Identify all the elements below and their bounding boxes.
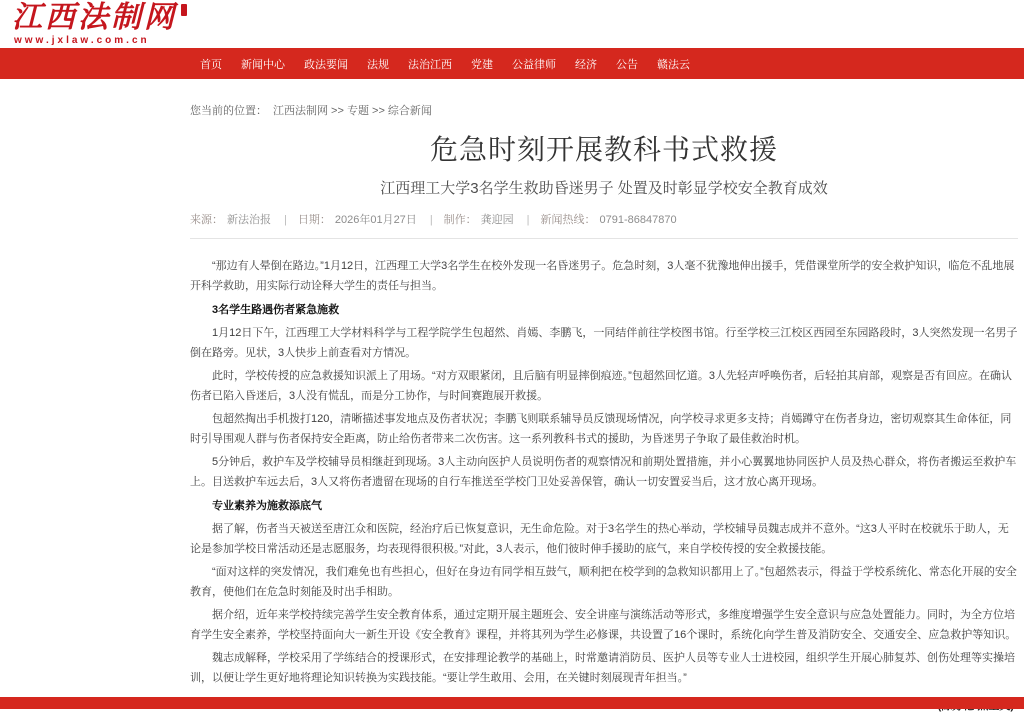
article-subheading: 专业素养为施救添底气 [212, 500, 322, 512]
content-column [190, 102, 1018, 716]
breadcrumb-prefix: 您当前的位置： [190, 105, 267, 117]
nav-item-party-building[interactable]: 党建 [471, 58, 493, 71]
nav-item-economy[interactable]: 经济 [575, 58, 597, 71]
nav-item-announcements[interactable]: 公告 [616, 58, 638, 71]
site-logo-url: www.jxlaw.com.cn [14, 35, 150, 46]
nav-item-news-center[interactable]: 新闻中心 [241, 58, 285, 71]
nav-item-regulations[interactable]: 法规 [367, 58, 389, 71]
meta-date-label: 日期： [297, 214, 331, 226]
nav-item-rule-of-law-jiangxi[interactable]: 法治江西 [408, 58, 452, 71]
article-meta [190, 211, 1018, 227]
article-paragraph: 此时，学校传授的应急救援知识派上了用场。“对方双眼紧闭，且后脑有明显摔倒痕迹。”包超然回忆道。3人先轻声呼唤伤者，后轻拍其肩部，观察是否有回应。在确认伤者已陷入昏迷后，3人没有慌乱，而是分工协作，与时间赛跑展开救援。 [190, 370, 1012, 402]
article-paragraph: 魏志成解释，学校采用了学练结合的授课形式，在安排理论教学的基础上，时常邀请消防员、医护人员等专业人士进校园，组织学生开展心肺复苏、创伤处理等实操培训，以便让学生更好地将理论知识转换为实践技能。“要让学生敢用、会用，在关键时刻展现青年担当。” [190, 652, 1015, 684]
nav-item-public-lawyers[interactable]: 公益律师 [512, 58, 556, 71]
article-title: 危急时刻开展教科书式救援 [429, 134, 778, 165]
meta-source-label: 来源： [190, 214, 223, 226]
meta-producer-value: 龚迎园 [480, 214, 514, 226]
meta-divider [190, 238, 1018, 239]
meta-separator: | [284, 214, 287, 226]
meta-hotline-value: 0791-86847870 [599, 214, 677, 226]
site-logo-text [12, 2, 187, 34]
meta-separator: | [526, 214, 530, 226]
site-logo[interactable] [12, 2, 187, 46]
article-subtitle: 江西理工大学3名学生救助昏迷男子 处置及时彰显学校安全教育成效 [380, 180, 828, 197]
breadcrumb [190, 102, 1018, 118]
article-paragraph: 据介绍，近年来学校持续完善学生安全教育体系，通过定期开展主题班会、安全讲座与演练活动等形式，多维度增强学生安全意识与应急处置能力。同时，为全方位培育学生安全素养，学校坚持面向大一新生开设《安全教育》课程，并将其列为学生必修课，共设置了16个课时，系统化向学生普及消防安全、交通安全、应急救护等知识。 [190, 609, 1017, 641]
article-paragraph: “那边有人晕倒在路边。”1月12日，江西理工大学3名学生在校外发现一名昏迷男子。危急时刻，3人毫不犹豫地伸出援手，凭借课堂所学的安全救护知识，临危不乱地展开科学救助，用实际行动诠释大学生的责任与担当。 [190, 260, 1015, 292]
article-paragraph: “面对这样的突发情况，我们难免也有些担心，但好在身边有同学相互鼓气，顺利把在校学到的急救知识都用上了。”包超然表示，得益于学校系统化、常态化开展的安全教育，使他们在危急时刻能及时出手相助。 [190, 566, 1017, 598]
nav-item-ganfayun[interactable]: 赣法云 [657, 58, 690, 71]
breadcrumb-path[interactable]: 江西法制网 >> 专题 >> 综合新闻 [273, 105, 432, 117]
article-paragraph: 据了解，伤者当天被送至唐江众和医院，经治疗后已恢复意识，无生命危险。对于3名学生的热心举动，学校辅导员魏志成并不意外。“这3人平时在校就乐于助人，无论是参加学校日常活动还是志愿服务，均表现得很积极。”对此，3人表示，他们彼时伸手援助的底气，来自学校传授的安全救援技能。 [190, 523, 1009, 555]
meta-hotline-label: 新闻热线： [540, 214, 596, 226]
meta-producer-label: 制作： [443, 214, 477, 226]
nav-item-home[interactable]: 首页 [200, 58, 222, 71]
meta-date-value: 2026年01月27日 [334, 214, 417, 226]
meta-separator: | [429, 214, 433, 226]
article-paragraph: 包超然掏出手机拨打120，清晰描述事发地点及伤者状况；李鹏飞则联系辅导员反馈现场情况，向学校寻求更多支持；肖嫣蹲守在伤者身边，密切观察其生命体征，同时引导围观人群与伤者保持安全距离，防止给伤者带来二次伤害。这一系列教科书式的援助，为昏迷男子争取了最佳救治时机。 [190, 413, 1012, 445]
article-paragraph: 1月12日下午，江西理工大学材料科学与工程学院学生包超然、肖嫣、李鹏飞，一同结伴前往学校图书馆。行至学校三江校区西园至东园路段时，3人突然发现一名男子倒在路旁。见状，3人快步上前查看对方情况。 [190, 327, 1018, 359]
site-header [0, 0, 1024, 48]
main-navbar [0, 48, 1024, 79]
logo-seal-icon [181, 4, 187, 16]
nav-item-politics-law[interactable]: 政法要闻 [304, 58, 348, 71]
article-subheading: 3名学生路遇伤者紧急施救 [212, 304, 340, 316]
article-body [190, 256, 1018, 716]
logo-title: 江西法制网 [12, 0, 177, 35]
meta-source-value: 新法治报 [227, 214, 271, 226]
article-paragraph: 5分钟后，救护车及学校辅导员相继赶到现场。3人主动向医护人员说明伤者的观察情况和前期处置措施，并小心翼翼地协同医护人员及热心群众，将伤者搬运至救护车上。目送救护车远去后，3人又将伤者遗留在现场的自行车推送至学校门卫处妥善保管，确认一切安置妥当后，这才放心离开现场。 [190, 456, 1017, 488]
footer-bar [0, 697, 1024, 709]
